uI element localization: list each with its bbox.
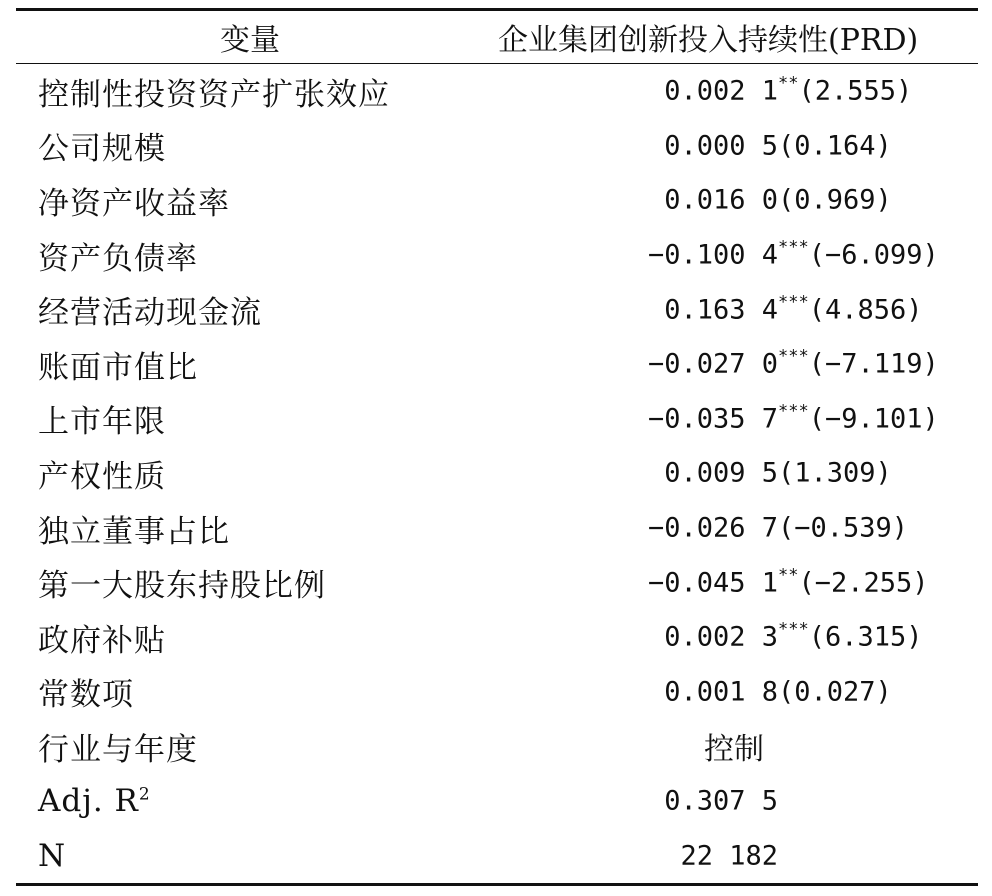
variable-value bbox=[484, 392, 978, 447]
table-header-row bbox=[16, 10, 978, 64]
significance-stars: *** bbox=[778, 619, 809, 640]
regression-table bbox=[16, 8, 978, 886]
coefficient-cell bbox=[648, 567, 929, 598]
variable-name bbox=[16, 774, 484, 829]
coefficient-cell bbox=[647, 237, 939, 271]
adj-r-superscript: 2 bbox=[138, 784, 151, 805]
variable-value bbox=[484, 119, 978, 174]
variable-name: 公司规模 bbox=[38, 131, 166, 168]
coefficient: 0.001 8 bbox=[664, 676, 778, 708]
table-body bbox=[16, 64, 978, 885]
t-statistic: (−7.119) bbox=[808, 348, 939, 380]
table-row bbox=[16, 446, 978, 501]
coefficient: 0.307 5 bbox=[664, 785, 778, 817]
coefficient-cell bbox=[648, 513, 908, 544]
variable-name: 经营活动现金流 bbox=[38, 295, 262, 332]
t-statistic: (0.969) bbox=[778, 184, 892, 216]
variable-value bbox=[484, 665, 978, 720]
variable-value bbox=[484, 828, 978, 884]
sample-size-value bbox=[680, 840, 778, 871]
variable-name: 行业与年度 bbox=[38, 731, 198, 768]
variable-value bbox=[484, 555, 978, 610]
table-row bbox=[16, 173, 978, 228]
coefficient-cell bbox=[664, 73, 913, 107]
coefficient: −0.045 1 bbox=[647, 567, 778, 599]
significance-stars: *** bbox=[778, 346, 809, 367]
adj-r2-value bbox=[664, 786, 778, 817]
coefficient-cell bbox=[647, 346, 939, 380]
variable-value bbox=[484, 774, 978, 829]
variable-value bbox=[484, 173, 978, 228]
t-statistic: (−2.255) bbox=[798, 567, 929, 599]
variable-value bbox=[484, 282, 978, 337]
table-row bbox=[16, 228, 978, 283]
variable-name: 第一大股东持股比例 bbox=[38, 568, 326, 605]
variable-name: N bbox=[38, 837, 67, 874]
t-statistic: (4.856) bbox=[808, 294, 923, 326]
variable-name: 独立董事占比 bbox=[38, 513, 230, 550]
variable-name: 净资产收益率 bbox=[38, 185, 230, 222]
table-row bbox=[16, 337, 978, 392]
table-row bbox=[16, 64, 978, 119]
coefficient: 0.000 5 bbox=[664, 130, 778, 162]
header-prd: 企业集团创新投入持续性(PRD) bbox=[498, 23, 919, 58]
variable-name: 账面市值比 bbox=[38, 349, 198, 386]
variable-value bbox=[484, 337, 978, 392]
coefficient: 0.009 5 bbox=[664, 457, 778, 489]
significance-stars: *** bbox=[778, 237, 809, 258]
t-statistic: (−0.539) bbox=[778, 512, 909, 544]
variable-value bbox=[484, 64, 978, 119]
table-row bbox=[16, 610, 978, 665]
variable-name: 产权性质 bbox=[38, 458, 166, 495]
coefficient: 0.002 1 bbox=[664, 75, 778, 107]
significance-stars: *** bbox=[778, 401, 809, 422]
coefficient: −0.100 4 bbox=[647, 239, 778, 271]
t-statistic: (0.164) bbox=[778, 130, 892, 162]
t-statistic: (2.555) bbox=[798, 75, 913, 107]
t-statistic: (−6.099) bbox=[808, 239, 939, 271]
significance-stars: ** bbox=[778, 565, 799, 586]
table-row bbox=[16, 119, 978, 174]
control-value: 控制 bbox=[704, 732, 764, 768]
coefficient: 22 182 bbox=[680, 840, 778, 872]
header-variable: 变量 bbox=[220, 23, 280, 58]
coefficient-cell bbox=[648, 403, 939, 434]
variable-value bbox=[484, 719, 978, 774]
variable-name: 常数项 bbox=[38, 677, 134, 714]
table-row bbox=[16, 282, 978, 337]
coefficient: −0.035 7 bbox=[647, 403, 778, 435]
coefficient-cell bbox=[664, 185, 892, 216]
coefficient: 0.002 3 bbox=[664, 621, 778, 653]
coefficient-cell bbox=[664, 458, 892, 489]
coefficient-cell bbox=[664, 130, 892, 161]
table-row bbox=[16, 501, 978, 556]
variable-name: 控制性投资资产扩张效应 bbox=[38, 76, 390, 113]
coefficient: 0.016 0 bbox=[664, 184, 778, 216]
variable-name: 资产负债率 bbox=[38, 240, 198, 277]
t-statistic: (6.315) bbox=[808, 621, 923, 653]
coefficient-cell bbox=[664, 619, 923, 653]
coefficient-cell bbox=[664, 676, 892, 707]
significance-stars: *** bbox=[778, 292, 809, 313]
variable-name: 上市年限 bbox=[38, 404, 166, 441]
coefficient-cell bbox=[664, 294, 922, 325]
t-statistic: (1.309) bbox=[778, 457, 892, 489]
variable-value bbox=[484, 610, 978, 665]
variable-name: 政府补贴 bbox=[38, 622, 166, 659]
table-row bbox=[16, 392, 978, 447]
variable-value bbox=[484, 228, 978, 283]
regression-table-container bbox=[16, 8, 978, 886]
table-row-adj-r2 bbox=[16, 774, 978, 829]
coefficient: 0.163 4 bbox=[664, 294, 778, 326]
coefficient: −0.026 7 bbox=[647, 512, 778, 544]
variable-value bbox=[484, 501, 978, 556]
significance-stars: ** bbox=[778, 73, 799, 94]
t-statistic: (0.027) bbox=[778, 676, 892, 708]
table-row-n bbox=[16, 828, 978, 884]
t-statistic: (−9.101) bbox=[808, 403, 939, 435]
table-row bbox=[16, 665, 978, 720]
table-row-industry-year bbox=[16, 719, 978, 774]
adj-r-label: Adj. R bbox=[38, 783, 139, 820]
variable-value bbox=[484, 446, 978, 501]
table-row bbox=[16, 555, 978, 610]
coefficient: −0.027 0 bbox=[647, 348, 778, 380]
